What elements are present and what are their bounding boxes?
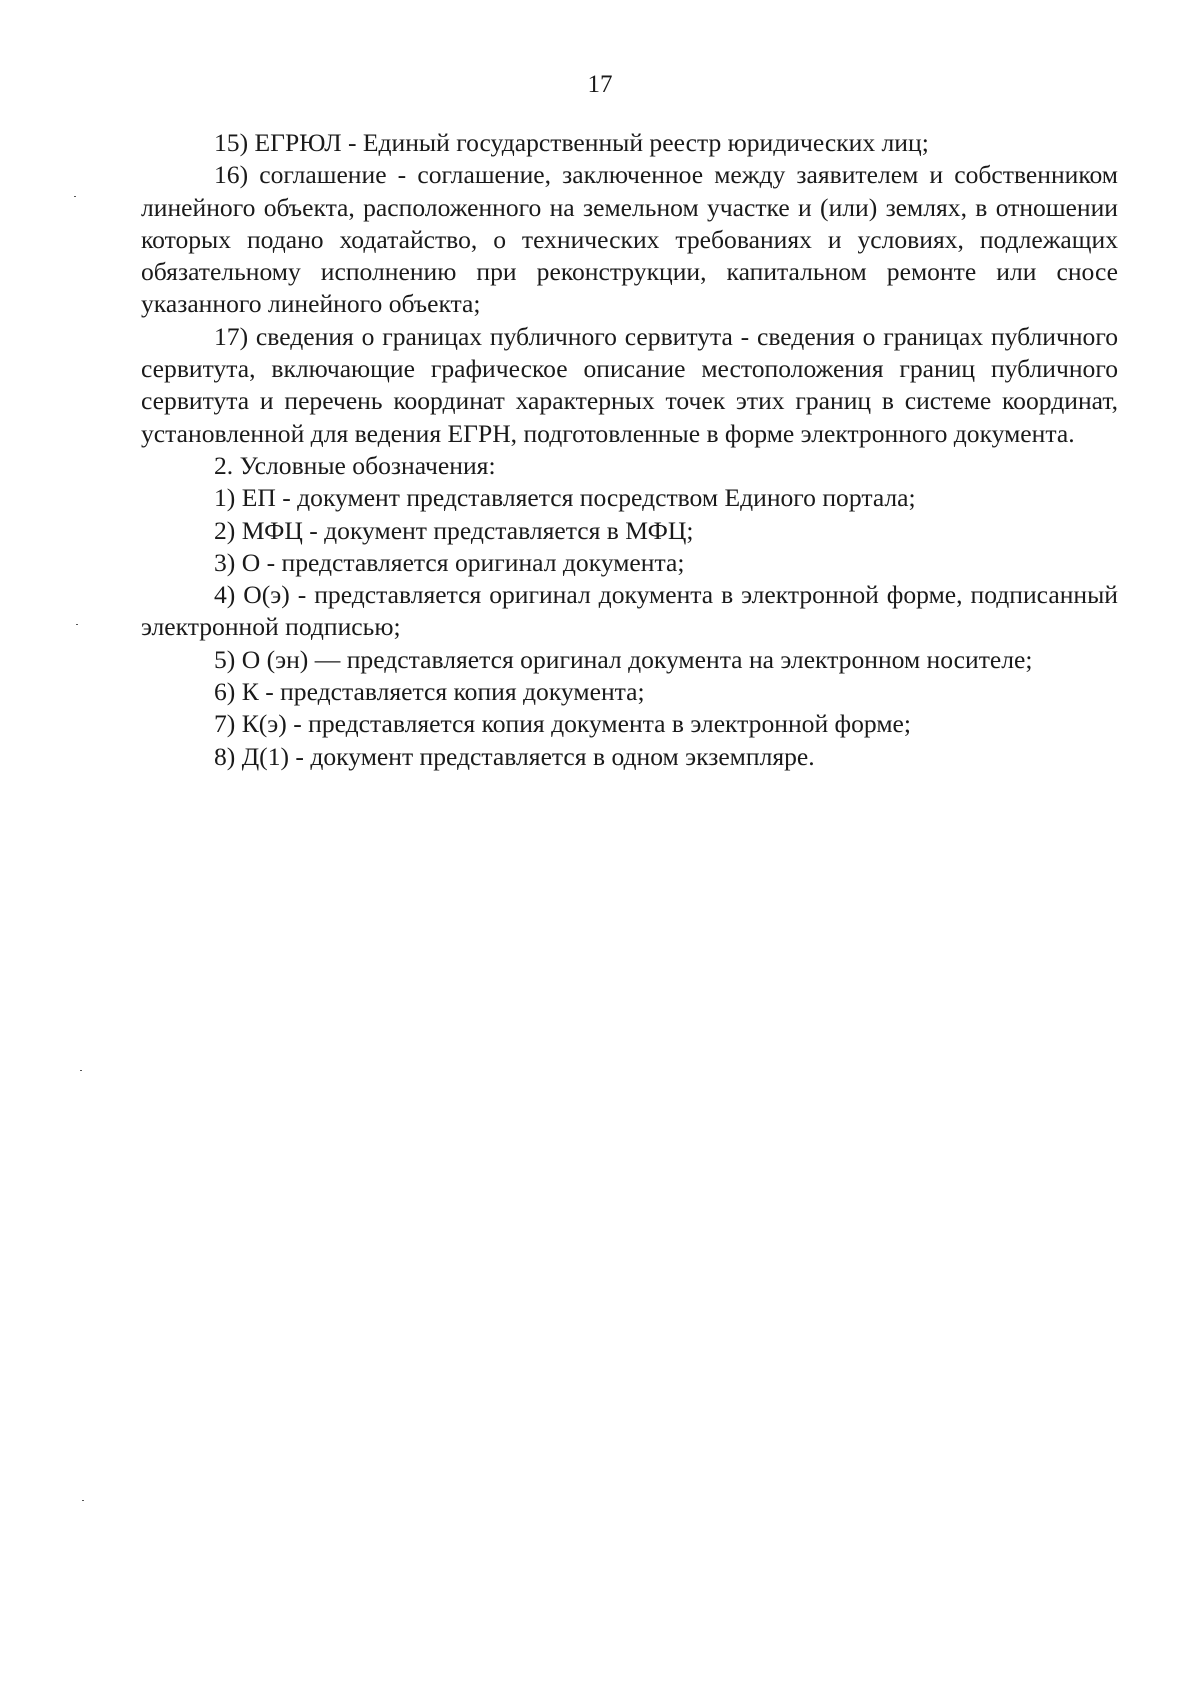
page-number: 17 bbox=[587, 71, 613, 98]
definition-16: 16) соглашение - соглашение, заключенное между заявителем и собственником линейного объекта, расположенного на земельном участке и (или) землях, в отношении которых подано ходатайство, о технических требованиях и условиях, подлежащих обязательному исполнению при реконструкции, капитальном ремонте или сносе указанного линейного объекта; bbox=[141, 160, 1118, 319]
legend-item-5: 5) О (эн) — представляется оригинал документа на электронном носителе; bbox=[214, 644, 1033, 674]
document-body bbox=[141, 127, 1118, 773]
legend-item-3: 3) О - представляется оригинал документа; bbox=[214, 547, 685, 577]
definition-15: 15) ЕГРЮЛ - Единый государственный реестр юридических лиц; bbox=[214, 128, 929, 157]
scan-speck bbox=[76, 624, 78, 625]
legend-item-8: 8) Д(1) - документ представляется в одном экземпляре. bbox=[214, 741, 815, 771]
legend-item-6: 6) К - представляется копия документа; bbox=[214, 677, 645, 707]
section-heading: 2. Условные обозначения: bbox=[214, 450, 496, 480]
legend-item-2: 2) МФЦ - документ представляется в МФЦ; bbox=[214, 515, 694, 545]
legend-item-1: 1) ЕП - документ представляется посредством Единого портала; bbox=[214, 483, 916, 513]
definition-17: 17) сведения о границах публичного сервитута - сведения о границах публичного сервитута, включающие графическое описание местоположения границ публичного сервитута и перечень координат характерных точек этих границ в системе координат, установленной для ведения ЕГРН, подготовленные в форме электронного документа. bbox=[141, 321, 1118, 448]
legend-item-4: 4) О(э) - представляется оригинал документа в электронной форме, подписанный электронной подписью; bbox=[141, 580, 1118, 642]
scan-speck bbox=[80, 1070, 82, 1071]
legend-item-7: 7) К(э) - представляется копия документа в электронной форме; bbox=[214, 709, 911, 739]
scan-speck bbox=[82, 1500, 84, 1501]
scan-speck bbox=[74, 196, 76, 197]
